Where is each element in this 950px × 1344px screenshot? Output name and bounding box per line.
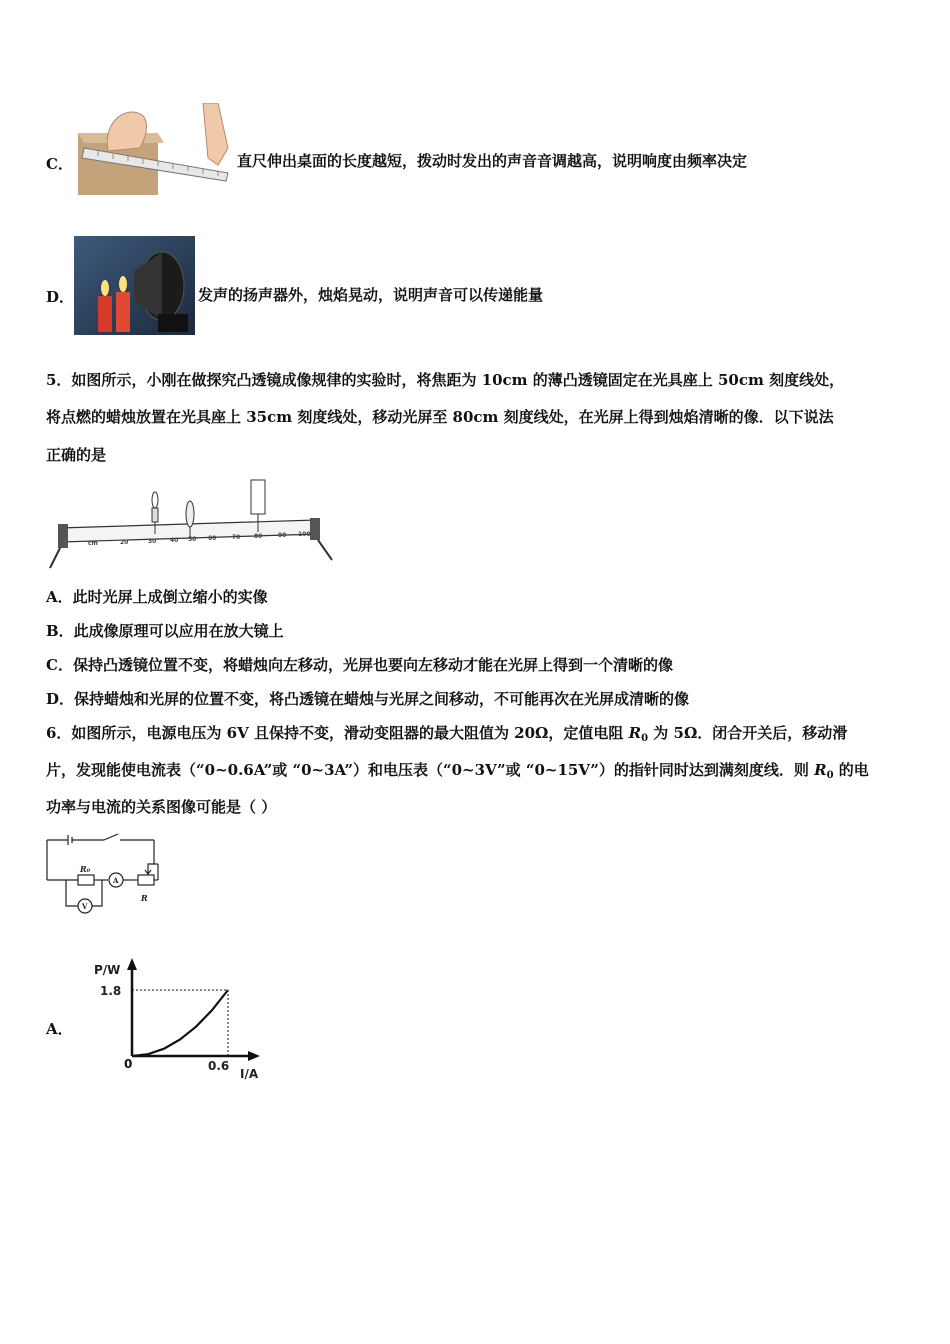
series-line-p-vs-i <box>132 990 228 1056</box>
bench-tick-40: 40 <box>170 537 179 544</box>
bench-tick-30: 30 <box>148 538 157 545</box>
rheostat-r <box>138 875 154 885</box>
x-axis-label: I/A <box>240 1067 259 1080</box>
q5-stem-line-1: 5．如图所示，小刚在做探究凸透镜成像规律的实验时，将焦距为 10cm 的薄凸透镜固定在光具座上 50cm 刻度线处， <box>46 371 845 389</box>
r-label: R <box>141 893 148 903</box>
bench-tick-100: 100 <box>298 531 311 538</box>
bench-left-stand <box>58 524 68 548</box>
bench-tick-20: 20 <box>120 539 129 546</box>
option-c-text: 直尺伸出桌面的长度越短，拨动时发出的声音音调越高，说明响度由频率决定 <box>237 152 748 170</box>
bench-right-stand <box>310 518 320 540</box>
y-axis-label: P/W <box>94 963 121 977</box>
y-tick-label: 1.8 <box>100 984 122 998</box>
optical-bench-figure <box>48 476 336 570</box>
bench-tick-50: 50 <box>188 536 197 543</box>
q5-option-d: D．保持蜡烛和光屏的位置不变，将凸透镜在蜡烛与光屏之间移动，不可能再次在光屏成清晰的像 <box>46 690 690 708</box>
bench-tick-60: 60 <box>208 535 217 542</box>
q5-stem-line-2: 将点燃的蜡烛放置在光具座上 35cm 刻度线处，移动光屏至 80cm 刻度线处，在光屏上得到烛焰清晰的像．以下说法 <box>46 408 834 426</box>
voltmeter-label: V <box>82 902 88 911</box>
bench-tick-90: 90 <box>278 532 287 539</box>
q5-option-b: B．此成像原理可以应用在放大镜上 <box>46 622 284 640</box>
x-tick-label: 0.6 <box>208 1059 230 1073</box>
candle-left <box>98 296 112 332</box>
x-axis-arrow <box>248 1051 260 1061</box>
q6-stem-line-1: 6．如图所示，电源电压为 6V 且保持不变，滑动变阻器的最大阻值为 20Ω，定值电阻 $R_0$ 为 5Ω．闭合开关后，移动滑 <box>46 724 848 744</box>
q6-stem-line-3: 功率与电流的关系图像可能是（ ） <box>46 798 277 816</box>
bench-tick-70: 70 <box>232 534 241 541</box>
q5-option-a: A．此时光屏上成倒立缩小的实像 <box>46 588 268 606</box>
y-axis-arrow <box>127 958 137 970</box>
option-d-text: 发声的扬声器外，烛焰晃动，说明声音可以传递能量 <box>198 286 544 304</box>
q6-option-a-label: A． <box>46 1020 73 1038</box>
ammeter-label: A <box>113 876 119 885</box>
option-d-label: D． <box>46 288 75 306</box>
r0-label: R₀ <box>80 864 91 874</box>
flame-left <box>101 280 109 296</box>
bench-tick-cm: cm <box>88 540 98 547</box>
power-current-graph <box>88 956 268 1080</box>
q5-option-c: C．保持凸透镜位置不变，将蜡烛向左移动，光屏也要向左移动才能在光屏上得到一个清晰的像 <box>46 656 673 674</box>
ruler-photo <box>78 103 234 195</box>
circuit-diagram <box>44 832 164 916</box>
speaker-stand <box>158 314 188 332</box>
option-c-label: C． <box>46 155 73 173</box>
switch <box>104 834 118 840</box>
q6-stem-line-2: 片，发现能使电流表（“0~0.6A”或 “0~3A”）和电压表（“0~3V”或 “0~15V”）的指针同时达到满刻度线．则 $R_0$ 的电 <box>46 761 869 781</box>
speaker-candle-photo <box>74 236 195 335</box>
q5-stem-line-3: 正确的是 <box>46 446 107 464</box>
origin-label: 0 <box>124 1057 133 1071</box>
bench-tick-80: 80 <box>254 533 263 540</box>
resistor-r0 <box>78 875 94 885</box>
flame-right <box>119 276 127 292</box>
candle-right <box>116 292 130 332</box>
